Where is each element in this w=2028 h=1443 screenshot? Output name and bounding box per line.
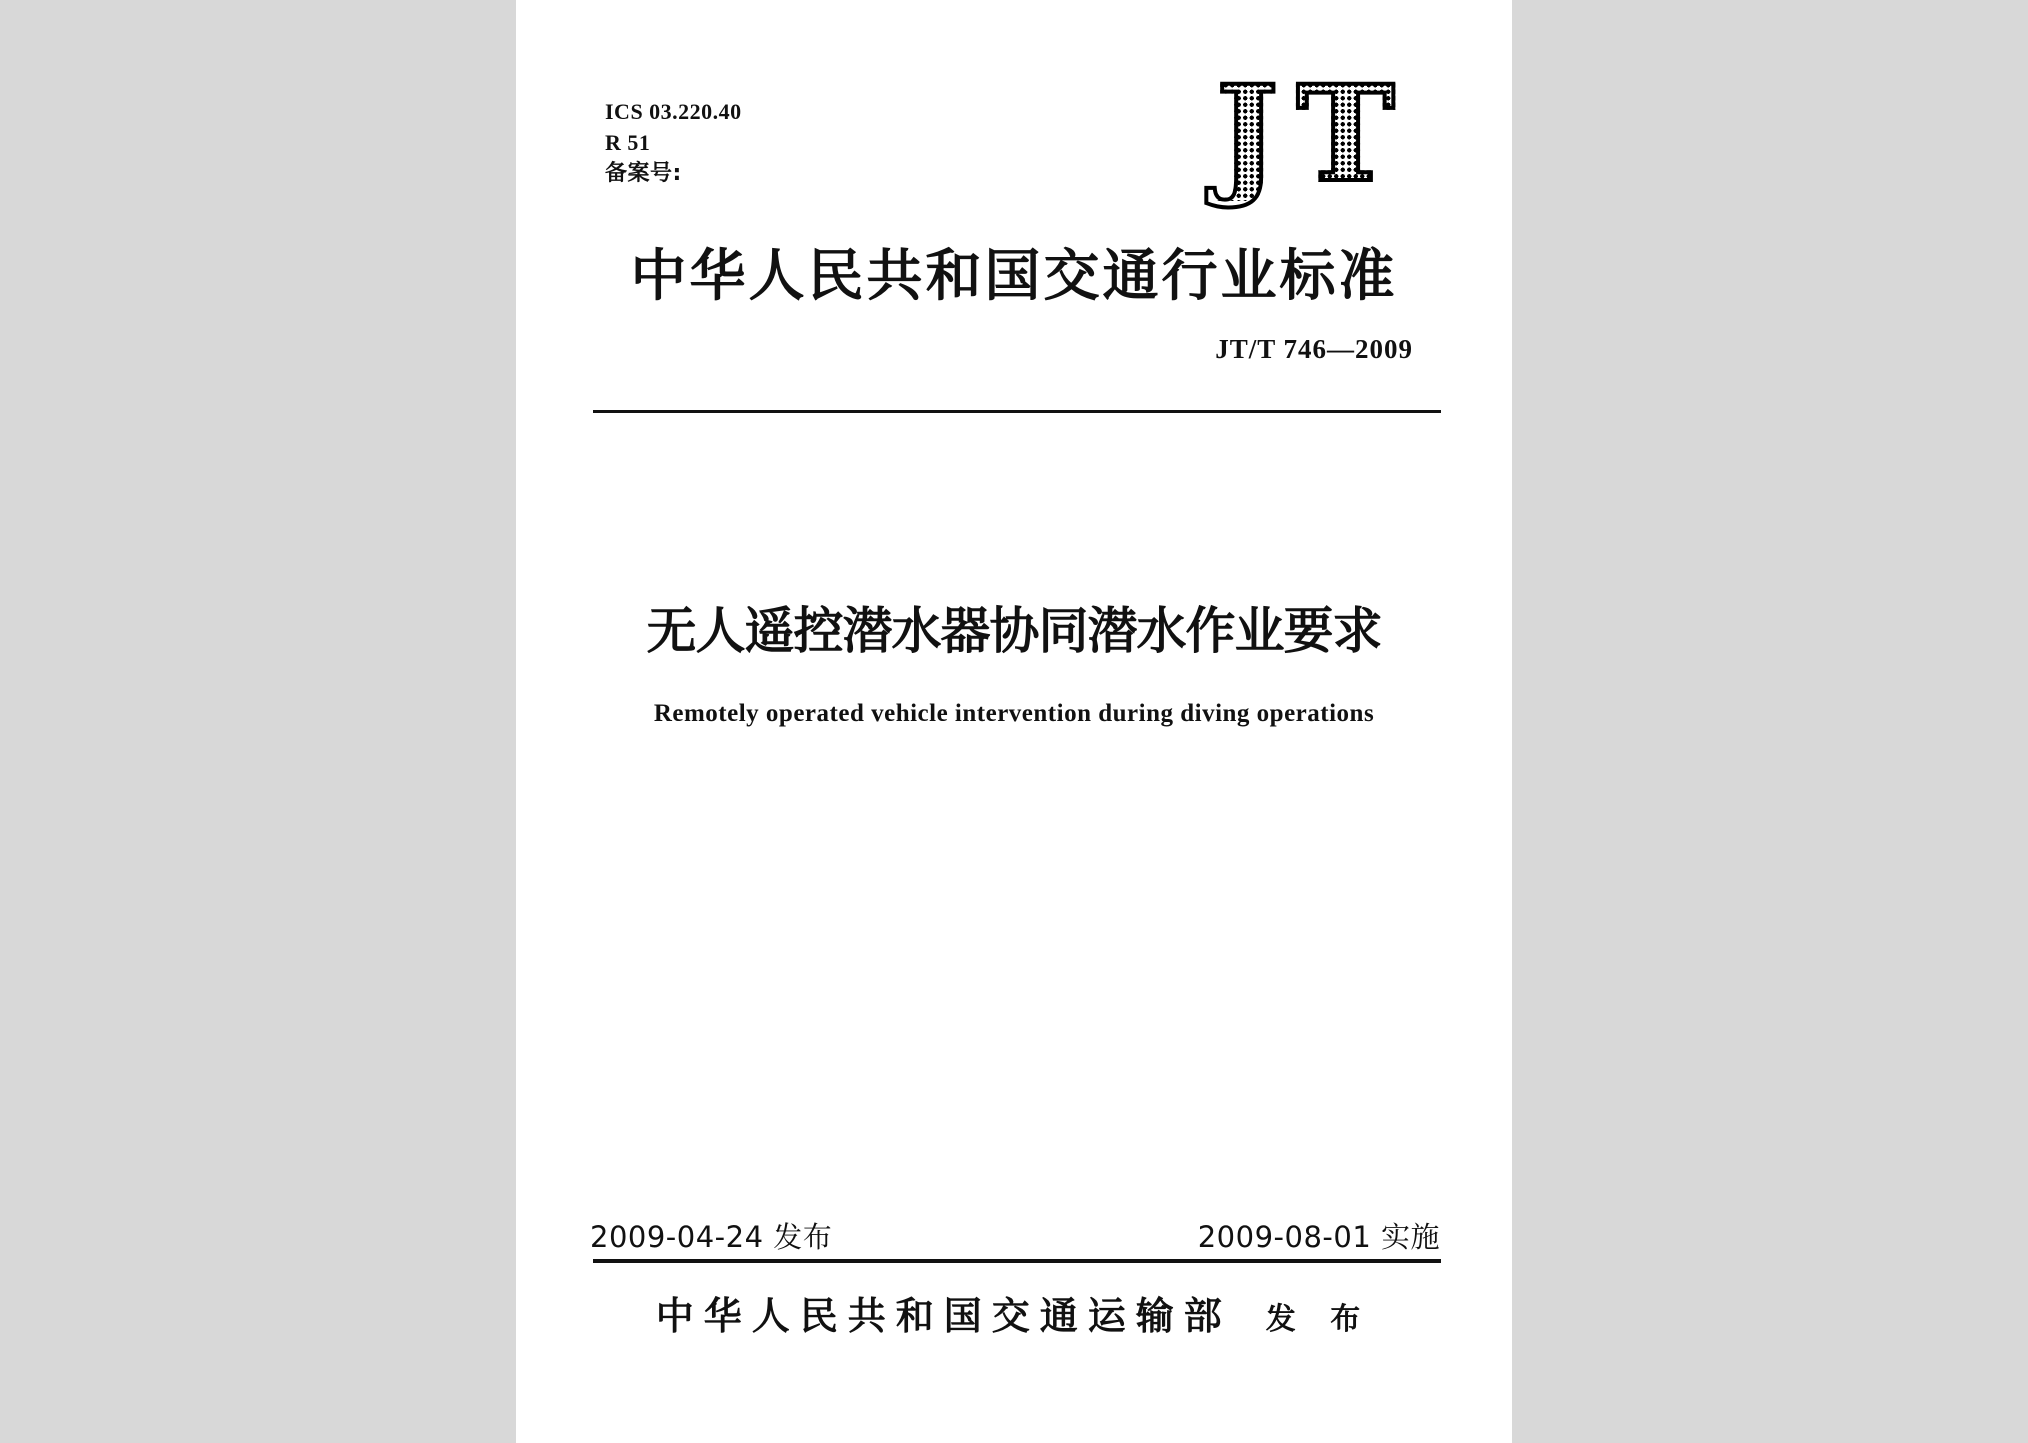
record-number-label: 备案号: (605, 161, 682, 186)
ics-block (605, 96, 742, 189)
implement-date: 2009-08-01 实施 (1197, 1220, 1440, 1254)
issue-date: 2009-04-24 发布 (590, 1220, 833, 1254)
ics-code: ICS 03.220.40 (605, 99, 742, 124)
dates-row (590, 1221, 1440, 1253)
document-title-en: Remotely operated vehicle intervention during diving operations (653, 700, 1375, 727)
jt-logo: JT (1216, 57, 1413, 212)
standard-number: JT/T 746—2009 (1215, 334, 1413, 364)
ics-r-code: R 51 (605, 130, 651, 155)
publisher-name: 中华人民共和国交通运输部 (655, 1296, 1232, 1338)
publish-label: 发 布 (1265, 1302, 1373, 1337)
bottom-divider-line (593, 1259, 1441, 1263)
publisher-row (516, 1294, 1512, 1339)
document-page (516, 0, 1512, 1443)
standard-class-title: 中华人民共和国交通行业标准 (630, 246, 1398, 308)
document-title-zh: 无人遥控潜水器协同潜水作业要求 (646, 602, 1382, 660)
top-divider-line (593, 410, 1441, 413)
